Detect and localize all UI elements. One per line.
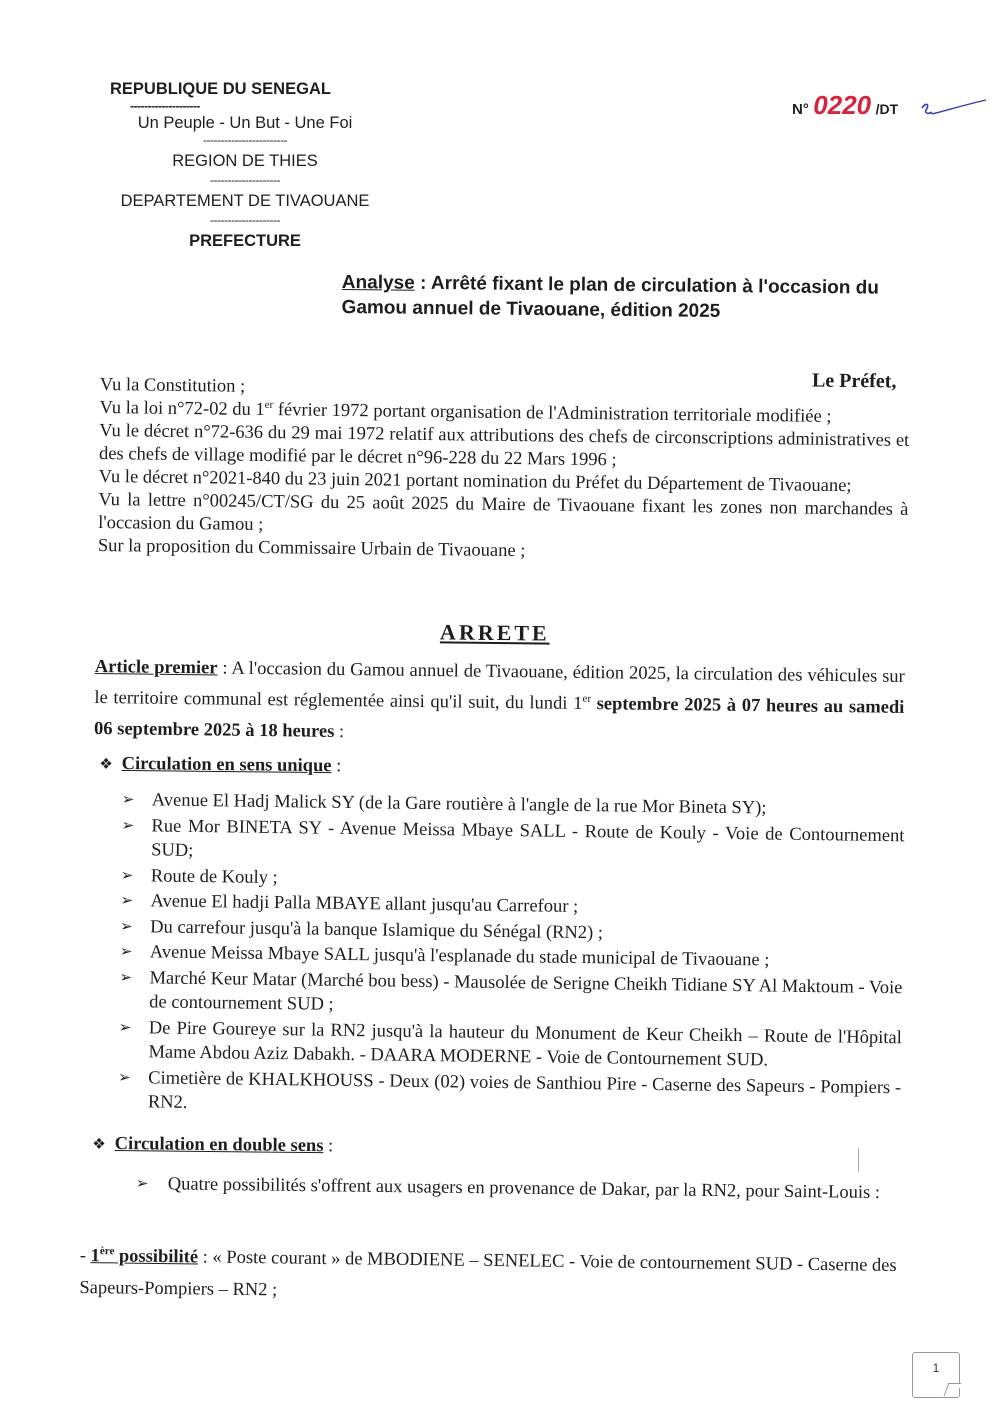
scan-artifact (858, 1148, 859, 1172)
visa-line-b: février 1972 portant organisation de l'Administration territoriale modifiée ; (273, 400, 832, 427)
superscript: ère (99, 1245, 115, 1258)
list-item-text: Cimetière de KHALKHOUSS - Deux (02) voies de Santhiou Pire - Caserne des Sapeurs - Pompiers - RN2. (147, 1067, 902, 1113)
list-item-text: Du carrefour jusqu'à la banque Islamique du Sénégal (RN2) ; (150, 916, 604, 943)
separator: -------------------- (130, 99, 200, 113)
authority-title: Le Préfet, (811, 369, 897, 393)
visa-line: Vu la lettre n°00245/CT/SG du 25 août 2025 du Maire de Tivaouane fixant les zones non marchandes à l'occasion du Gamou ; (98, 489, 909, 536)
list-item-text: Avenue Meissa Mbaye SALL jusqu'à l'esplanade du stade municipal de Tivaouane ; (149, 942, 770, 971)
possibility-label (90, 1246, 198, 1267)
list-item-text: De Pire Goureye sur la RN2 jusqu'à la hauteur du Monument de Keur Cheikh – Route de l'Hôpital Mame Abdou Aziz Dabakh. - DAARA MODERNE - Voie de Contournement SUD. (148, 1017, 902, 1071)
list-item (117, 965, 903, 1024)
visas-block (98, 374, 910, 568)
double-sens-intro-text: Quatre possibilités s'offrent aux usagers en provenance de Dakar, par la RN2, pour Saint-Louis : (167, 1174, 881, 1204)
reference-value: 0220 (813, 90, 872, 120)
department-name: DEPARTEMENT DE TIVAOUANE (120, 192, 370, 210)
list-item (119, 813, 905, 872)
double-sens-suffix: : (323, 1136, 334, 1157)
header-block (100, 78, 390, 252)
visa-line: Sur la proposition du Commissaire Urbain de Tivaouane ; (97, 535, 526, 562)
article-dates: septembre 2025 à 07 heures au samedi 06 septembre 2025 à 18 heures (93, 694, 905, 742)
diamond-bullet-icon: ❖ (99, 756, 113, 773)
list-item-text: Marché Keur Matar (Marché bou bess) - Mausolée de Serigne Cheikh Tidiane SY Al Maktoum - Voie de contournement SUD ; (149, 967, 903, 1015)
article-label: Article premier (94, 656, 218, 679)
analysis-text: : Arrêté fixant le plan de circulation à l'occasion du Gamou annuel de Tivaouane, édition 2025 (341, 272, 879, 322)
arrow-bullet-icon: ➢ (119, 969, 133, 986)
arrow-bullet-icon: ➢ (135, 1175, 149, 1193)
double-sens-heading (88, 1134, 333, 1158)
double-sens-label: Circulation en double sens (114, 1133, 324, 1157)
possibility-word: possibilité (114, 1246, 199, 1268)
visa-line: Vu le décret n°2021-840 du 23 juin 2021 portant nomination du Préfet du Département de Tivaouane; (98, 466, 852, 497)
list-item (116, 1015, 902, 1074)
page-number: 1 (912, 1352, 960, 1398)
prefecture-name: PREFECTURE (189, 232, 301, 250)
article-paragraph (94, 652, 905, 755)
arrow-bullet-icon: ➢ (118, 1069, 131, 1086)
sens-unique-label: Circulation en sens unique (121, 753, 332, 777)
republic-title: REPUBLIQUE DU SENEGAL (110, 80, 331, 98)
list-item-text: Route de Kouly ; (150, 865, 278, 888)
arrow-bullet-icon: ➢ (121, 792, 135, 809)
separator: ------------------------ (203, 133, 287, 147)
national-motto: Un Peuple - Un But - Une Foi (137, 114, 353, 132)
visa-line: Vu la Constitution ; (99, 374, 246, 397)
arrow-bullet-icon: ➢ (120, 918, 133, 935)
arrow-bullet-icon: ➢ (120, 867, 134, 884)
reference-prefix: N° (792, 101, 809, 118)
list-item (116, 1065, 902, 1124)
analysis-heading (341, 270, 921, 326)
sens-unique-suffix: : (331, 756, 342, 777)
arrete-title: ARRETE (439, 619, 550, 646)
list-item-text: Rue Mor BINETA SY - Avenue Meissa Mbaye SALL - Route de Kouly - Voie de Contournement SUD; (151, 815, 905, 861)
visa-line-a: Vu la loi n°72-02 du 1 (99, 397, 265, 421)
reference-number (792, 90, 898, 121)
visa-line: Vu le décret n°72-636 du 29 mai 1972 relatif aux attributions des chefs de circonscriptions administratives et des chefs de village modifié par le décret n°96-228 du 22 Mars 1996 ; (98, 420, 910, 471)
superscript: er (264, 398, 274, 411)
possibility-1 (79, 1240, 900, 1314)
sens-unique-list (116, 788, 905, 1126)
double-sens-intro (135, 1168, 898, 1210)
list-item-text: Avenue El Hadj Malick SY (de la Gare routière à l'angle de la rue Mor Bineta SY); (151, 790, 767, 819)
sens-unique-heading (95, 754, 341, 778)
arrow-bullet-icon: ➢ (118, 1019, 132, 1036)
arrow-bullet-icon: ➢ (121, 817, 135, 834)
reference-suffix: /DT (875, 101, 899, 117)
separator: -------------------- (210, 173, 280, 187)
arrow-bullet-icon: ➢ (119, 944, 133, 961)
article-end: : (334, 721, 345, 743)
handwritten-mark-icon (918, 96, 988, 126)
analysis-label: Analyse (341, 271, 415, 294)
superscript: er (582, 692, 592, 705)
diamond-bullet-icon: ❖ (92, 1136, 106, 1153)
possibility-ordinal: 1 (90, 1246, 100, 1267)
list-item-text: Avenue El hadji Palla MBAYE allant jusqu'au Carrefour ; (150, 891, 579, 918)
article-premier (94, 652, 905, 755)
arrow-bullet-icon: ➢ (120, 893, 134, 910)
possibility-text: : « Poste courant » de MBODIENE – SENELEC - Voie de contournement SUD - Caserne des Sapeurs-Pompiers – RN2 ; (79, 1247, 897, 1301)
region-name: REGION DE THIES (172, 152, 318, 170)
separator: -------------------- (210, 213, 280, 227)
possibility-dash: - (79, 1245, 91, 1267)
article-text: : A l'occasion du Gamou annuel de Tivaouane, édition 2025, la circulation des véhicules sur le territoire communal est réglementée ainsi qu'il suit, du lundi 1 (94, 658, 905, 714)
